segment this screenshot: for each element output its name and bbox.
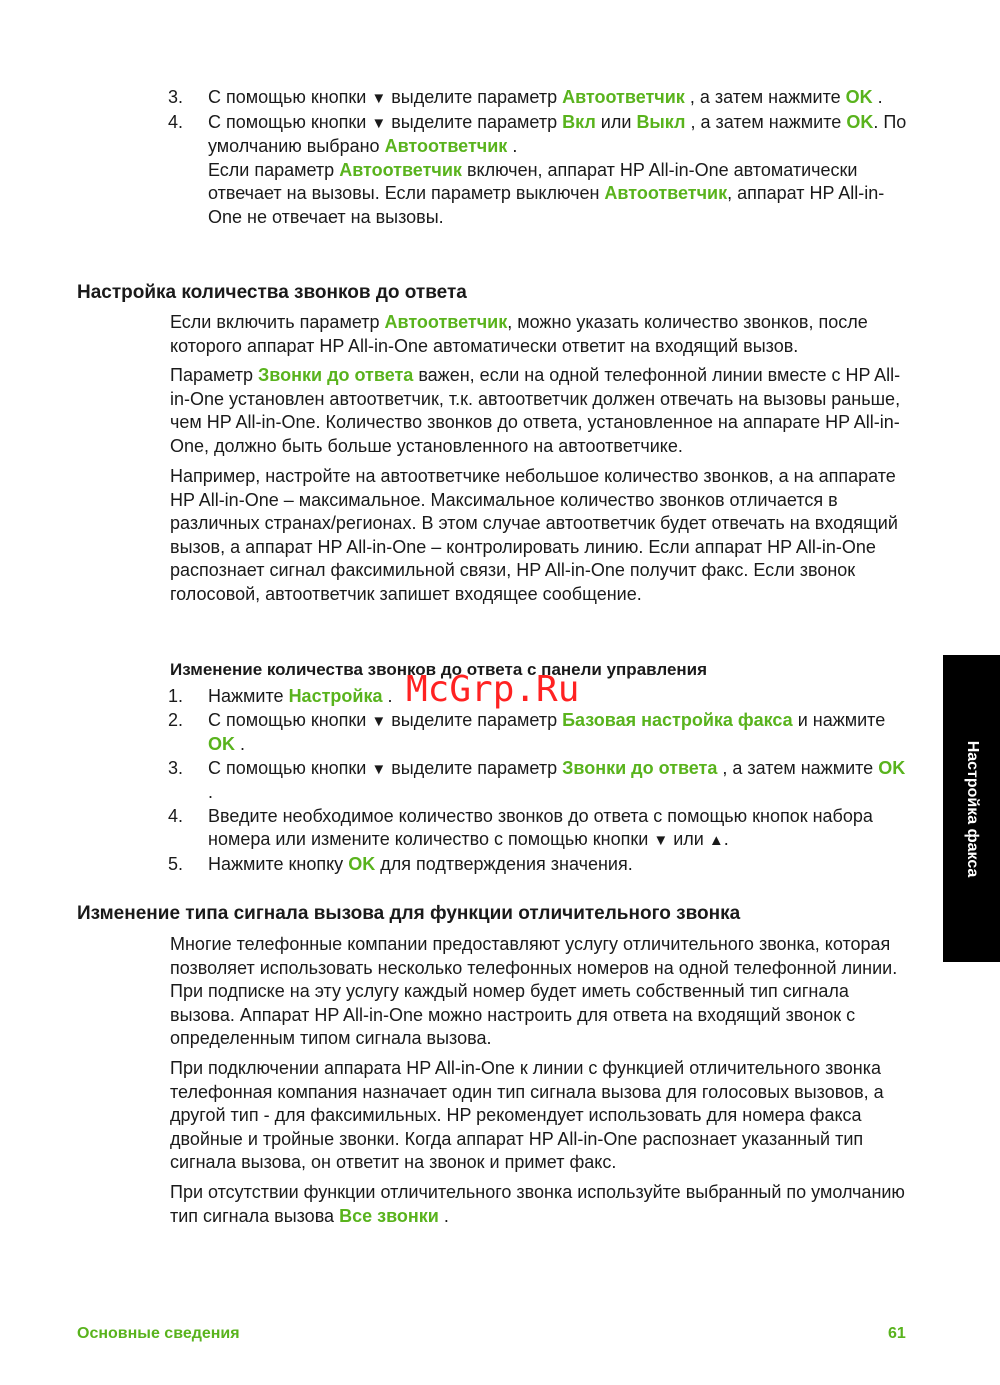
cp-step-1: 1. Нажмите Настройка . [168,686,393,706]
step-3: 3. С помощью кнопки ▼ выделите параметр Автоответчик , а затем нажмите OK . [168,86,913,111]
ok-label: OK [846,111,874,132]
footer-section-name: Основные сведения [77,1325,240,1342]
basic-fax-setup-label: Базовая настройка факса [562,709,793,730]
ok-label: OK [208,734,235,754]
section1-paragraph-1: Если включить параметр Автоответчик, можно указать количество звонков, после которого аппарат HP All-in-One автоматически ответит на входящий вызов. [170,312,868,356]
ok-label: OK [878,757,906,778]
watermark: McGrp.Ru [406,669,580,710]
step-4: 4. С помощью кнопки ▼ выделите параметр Вкл или Выкл , а затем нажмите OK. По умолчанию выбрано Автоответчик . Если параметр Автоответчик включен, аппарат HP All-in-One автоматически отвечает на вызовы. Если параметр выключен Автоответчик, аппарат HP All-in-One не отвечает на вызовы. [168,111,907,227]
step-4-note: Если параметр Автоответчик включен, аппарат HP All-in-One автоматически отвечает на вызовы. Если параметр выключен Автоответчик, аппарат HP All-in-One не отвечает на вызовы. [208,159,885,227]
subsection-title: Изменение количества звонков до ответа с панели управления [170,660,708,679]
section1-paragraph-3: Например, настройте на автоответчике небольшое количество звонков, а на аппарате HP All-in-One – максимальное. Максимальное количество звонков отличается в различных странах/регионах. В этом случае автоответчик будет отвечать на входящий вызов, а аппарат HP All-in-One – контролировать линию. Если аппарат HP All-in-One распознает сигнал факсимильной связи, HP All-in-One получит факс. Если звонок голосовой, автоответчик запишет входящее сообщение. [170,466,898,604]
chapter-side-tab [943,655,1000,962]
step-number: 4. [168,111,184,132]
cp-step-4: 4. Введите необходимое количество звонков до ответа с помощью кнопок набора номера или измените количество с помощью кнопки ▼ или ▲. [168,805,873,849]
ok-label: OK [348,853,376,874]
section2-paragraph-3: При отсутствии функции отличительного звонка используйте выбранный по умолчанию тип сигнала вызова Все звонки . [170,1182,905,1226]
section2-paragraph-1: Многие телефонные компании предоставляют услугу отличительного звонка, которая позволяет использовать несколько телефонных номеров на одной телефонной линии. При подписке на эту услугу каждый номер будет иметь собственный тип сигнала вызова. Аппарат HP All-in-One можно настроить для ответа на входящий звонок с определенным типом сигнала вызова. [170,934,898,1048]
param-autoanswer: Автоответчик [562,87,685,107]
rings-to-answer-label: Звонки до ответа [562,757,718,778]
down-arrow-icon: ▼ [653,832,669,849]
down-arrow-icon: ▼ [371,114,387,132]
cp-step-3: 3. С помощью кнопки ▼ выделите параметр Звонки до ответа , а затем нажмите OK . [168,757,906,802]
section-title-distinctive-ring: Изменение типа сигнала вызова для функции отличительного звонка [77,903,741,924]
down-arrow-icon: ▼ [371,760,387,778]
chapter-tab-label: Настройка факса [963,740,981,877]
param-autoanswer: Автоответчик [384,136,508,156]
top-steps-list [168,86,913,229]
down-arrow-icon: ▼ [371,712,387,730]
all-rings-label: Все звонки [339,1205,439,1226]
param-off: Выкл [636,111,686,132]
control-panel-steps [168,685,913,876]
section2-paragraph-2: При подключении аппарата HP All-in-One к линии с функцией отличительного звонка телефонная компания назначает один тип сигнала вызова для голосовых вызовов, а другой тип - для факсимильных. HP рекомендует использовать для номера факса двойные и тройные звонки. Когда аппарат HP All-in-One распознает указанный тип сигнала вызова, он ответит на звонок и примет факс. [170,1058,884,1172]
cp-step-2: 2. С помощью кнопки ▼ выделите параметр Базовая настройка факса и нажмите OK . [168,709,886,754]
page-number: 61 [888,1325,906,1342]
cp-step-5: 5. Нажмите кнопку OK для подтверждения значения. [168,853,633,874]
section-title-rings: Настройка количества звонков до ответа [77,282,467,303]
ok-label: OK [845,87,873,107]
step-number: 3. [168,87,184,107]
section1-paragraph-2: Параметр Звонки до ответа важен, если на одной телефонной линии вместе с HP All-in-One установлен автоответчик, т.к. автоответчик должен отвечать на вызовы раньше, чем HP All-in-One. Количество звонков до ответа, установленное на аппарате HP All-in-One, должно быть больше установленного на автоответчике. [170,365,901,456]
up-arrow-icon: ▲ [708,832,724,849]
param-on: Вкл [562,111,596,132]
down-arrow-icon: ▼ [371,90,387,107]
setup-label: Настройка [288,686,383,706]
